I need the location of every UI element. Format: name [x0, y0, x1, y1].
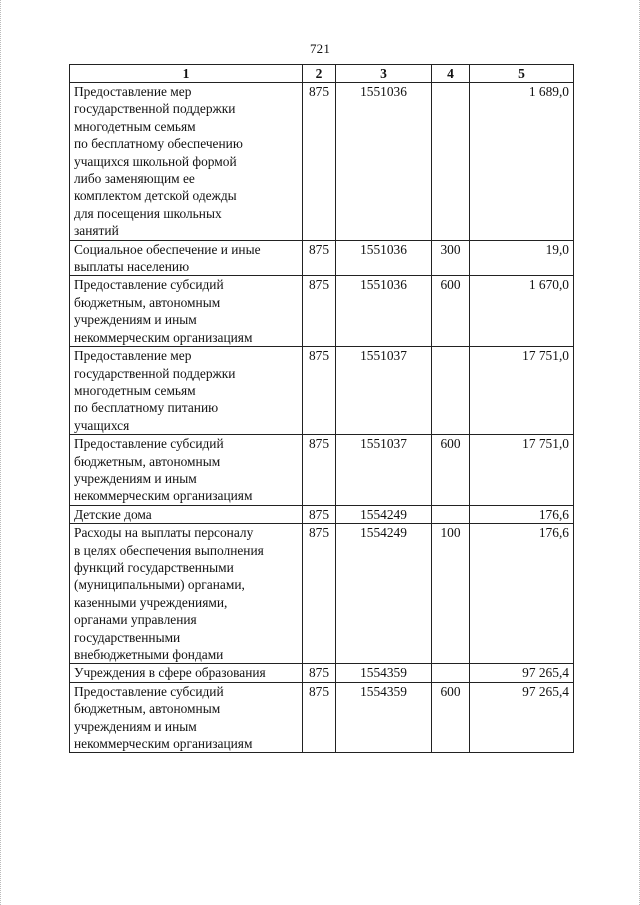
- row-code: 875: [303, 524, 336, 664]
- row-target: 1551036: [336, 240, 432, 276]
- row-code: 875: [303, 83, 336, 241]
- table-row: [70, 240, 574, 276]
- row-type: 600: [432, 435, 470, 506]
- table-row: [70, 435, 574, 506]
- table-row: [70, 505, 574, 523]
- row-target: 1554359: [336, 682, 432, 753]
- row-target: 1551037: [336, 435, 432, 506]
- row-name: Предоставление субсидий бюджетным, автономным учреждениям и иным некоммерческим организациям: [70, 276, 303, 347]
- page-number: 721: [309, 41, 331, 56]
- row-type: 300: [432, 240, 470, 276]
- row-name: Социальное обеспечение и иные выплаты населению: [70, 240, 303, 276]
- row-amount: 97 265,4: [470, 664, 574, 682]
- row-name: Предоставление мер государственной поддержки многодетным семьям по бесплатному питанию учащихся: [70, 347, 303, 435]
- column-header-1: 1: [70, 65, 303, 83]
- table-header-row: [70, 65, 574, 83]
- row-code: 875: [303, 682, 336, 753]
- table-row: [70, 83, 574, 241]
- column-header-4: 4: [432, 65, 470, 83]
- row-target: 1554359: [336, 664, 432, 682]
- row-amount: 17 751,0: [470, 347, 574, 435]
- row-code: 875: [303, 505, 336, 523]
- row-name: Расходы на выплаты персоналу в целях обеспечения выполнения функций государственными (муниципальными) органами, казенными учреждениями, органами управления государственными внебюджетными фондами: [70, 524, 303, 664]
- table-row: [70, 347, 574, 435]
- row-type: [432, 347, 470, 435]
- row-type: 600: [432, 276, 470, 347]
- row-name: Предоставление мер государственной поддержки многодетным семьям по бесплатному обеспечению учащихся школьной формой либо заменяющим ее комплектом детской одежды для посещения школьных занятий: [70, 83, 303, 241]
- row-amount: 1 670,0: [470, 276, 574, 347]
- row-target: 1551036: [336, 83, 432, 241]
- row-target: 1551037: [336, 347, 432, 435]
- column-header-5: 5: [470, 65, 574, 83]
- page-edge-left: [0, 0, 3, 905]
- row-name: Предоставление субсидий бюджетным, автономным учреждениям и иным некоммерческим организациям: [70, 435, 303, 506]
- row-type: [432, 664, 470, 682]
- row-code: 875: [303, 240, 336, 276]
- row-code: 875: [303, 435, 336, 506]
- row-name: Предоставление субсидий бюджетным, автономным учреждениям и иным некоммерческим организациям: [70, 682, 303, 753]
- row-type: 100: [432, 524, 470, 664]
- row-amount: 176,6: [470, 524, 574, 664]
- row-type: 600: [432, 682, 470, 753]
- row-name: Детские дома: [70, 505, 303, 523]
- row-code: 875: [303, 276, 336, 347]
- row-amount: 17 751,0: [470, 435, 574, 506]
- table-row: [70, 682, 574, 753]
- budget-table: [69, 64, 574, 753]
- row-target: 1554249: [336, 505, 432, 523]
- row-target: 1551036: [336, 276, 432, 347]
- row-code: 875: [303, 347, 336, 435]
- row-code: 875: [303, 664, 336, 682]
- column-header-3: 3: [336, 65, 432, 83]
- row-target: 1554249: [336, 524, 432, 664]
- table-row: [70, 664, 574, 682]
- column-header-2: 2: [303, 65, 336, 83]
- row-type: [432, 505, 470, 523]
- row-amount: 176,6: [470, 505, 574, 523]
- row-amount: 19,0: [470, 240, 574, 276]
- row-type: [432, 83, 470, 241]
- row-name: Учреждения в сфере образования: [70, 664, 303, 682]
- table-row: [70, 276, 574, 347]
- row-amount: 1 689,0: [470, 83, 574, 241]
- row-amount: 97 265,4: [470, 682, 574, 753]
- table-row: [70, 524, 574, 664]
